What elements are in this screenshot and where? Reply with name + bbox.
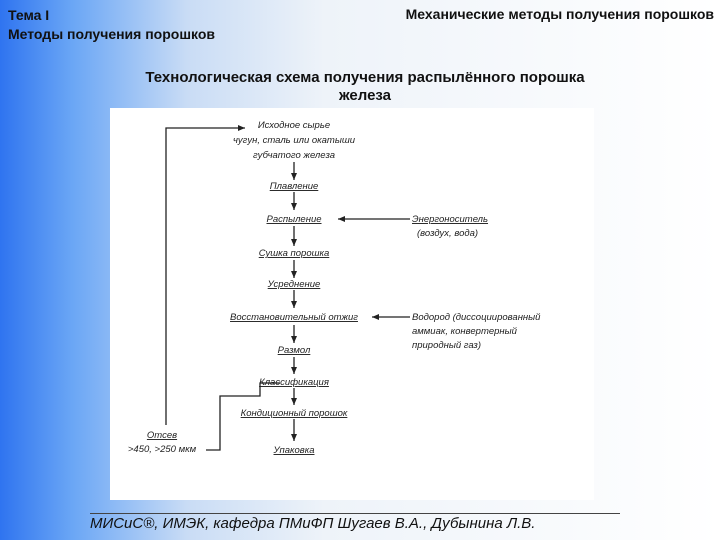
topic-number: Тема I bbox=[8, 7, 50, 23]
energy-carrier-label: Энергоноситель bbox=[412, 214, 489, 225]
step-raw-material-detail-1: чугун, сталь или окатыши bbox=[232, 135, 356, 146]
step-raw-material-detail-2: губчатого железа bbox=[252, 150, 336, 161]
topic-heading bbox=[8, 6, 215, 44]
step-drying: Сушка порошка bbox=[258, 248, 330, 259]
reject-size-label: >450, >250 мкм bbox=[127, 444, 197, 455]
process-flow-diagram bbox=[110, 108, 594, 500]
flow-diagram-svg bbox=[110, 108, 594, 500]
step-atomization: Распыление bbox=[266, 214, 322, 225]
footer-divider bbox=[90, 513, 620, 514]
energy-carrier-detail: (воздух, вода) bbox=[417, 228, 479, 239]
step-averaging: Усреднение bbox=[267, 279, 321, 290]
step-packaging: Упаковка bbox=[273, 445, 315, 456]
step-reduction-annealing: Восстановительный отжиг bbox=[230, 312, 358, 323]
reject-label: Отсев bbox=[146, 430, 178, 441]
section-title: Механические методы получения порошков bbox=[405, 6, 714, 22]
step-melting: Плавление bbox=[269, 181, 319, 192]
topic-name: Методы получения порошков bbox=[8, 26, 215, 42]
subtitle-line-2: железа bbox=[338, 87, 392, 104]
recycle-loop-line bbox=[166, 128, 245, 425]
footer-credits: МИСиС®, ИМЭК, кафедра ПМиФП Шугаев В.А., Дубынина Л.В. bbox=[90, 515, 536, 532]
slide-subtitle bbox=[60, 69, 670, 105]
subtitle-line-1: Технологическая схема получения распылённого порошка bbox=[145, 69, 585, 86]
step-classification: Классификация bbox=[259, 377, 329, 388]
hydrogen-label-3: природный газ) bbox=[412, 340, 481, 351]
step-raw-material: Исходное сырье bbox=[257, 120, 331, 131]
hydrogen-label-2: аммиак, конвертерный bbox=[412, 326, 517, 337]
hydrogen-label-1: Водород (диссоциированный bbox=[412, 312, 541, 323]
step-conditioned-powder: Кондиционный порошок bbox=[240, 408, 348, 419]
step-milling: Размол bbox=[277, 345, 311, 356]
